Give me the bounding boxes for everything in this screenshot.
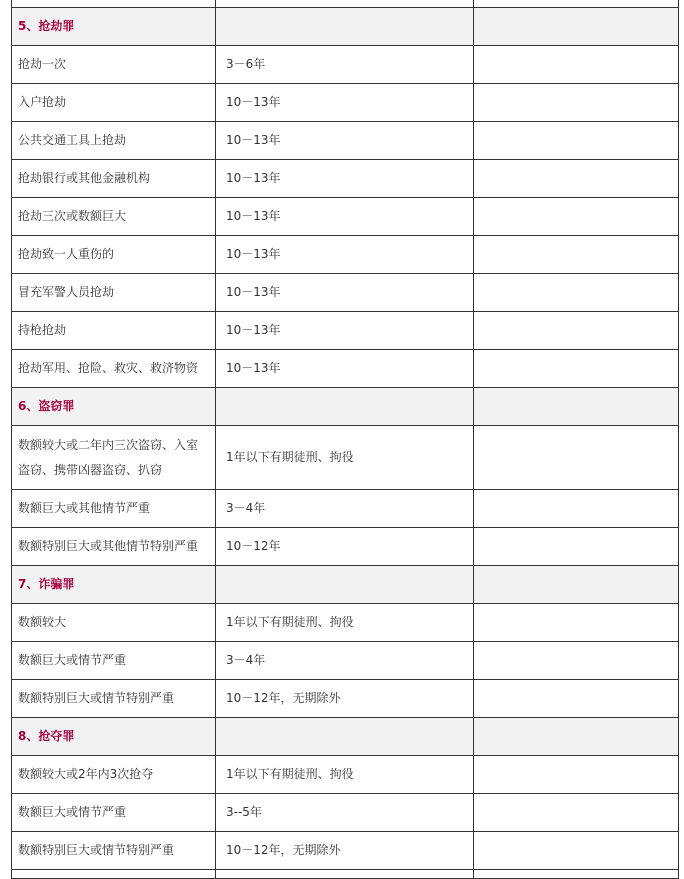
table-row [12, 236, 679, 274]
sentence-cell: 10－13年 [216, 236, 474, 274]
section-title: 7、诈骗罪 [12, 566, 216, 604]
sentencing-table [11, 0, 679, 879]
crime-cell: 持枪抢劫 [12, 312, 216, 350]
table-row [12, 84, 679, 122]
crime-cell: 冒充军警人员抢劫 [12, 274, 216, 312]
table-row-top-edge [12, 0, 679, 8]
sentence-cell: 10－13年 [216, 350, 474, 388]
sentence-cell: 10－13年 [216, 160, 474, 198]
note-cell [474, 274, 679, 312]
note-cell [474, 604, 679, 642]
crime-cell: 抢劫致一人重伤的 [12, 236, 216, 274]
note-cell [474, 160, 679, 198]
sentence-cell: 10－13年 [216, 274, 474, 312]
note-cell [474, 312, 679, 350]
crime-cell: 数额较大或2年内3次抢夺 [12, 756, 216, 794]
sentence-cell: 1年以下有期徒刑、拘役 [216, 604, 474, 642]
crime-cell: 抢劫三次或数额巨大 [12, 198, 216, 236]
section-title: 5、抢劫罪 [12, 8, 216, 46]
note-cell [474, 426, 679, 490]
note-cell [474, 84, 679, 122]
sentence-cell: 10－13年 [216, 312, 474, 350]
section-header-snatching [12, 718, 679, 756]
note-cell [474, 198, 679, 236]
note-cell [474, 528, 679, 566]
crime-cell: 抢劫银行或其他金融机构 [12, 160, 216, 198]
section-header-robbery [12, 8, 679, 46]
crime-cell: 抢劫一次 [12, 46, 216, 84]
note-cell [474, 642, 679, 680]
note-cell [474, 490, 679, 528]
section-title: 8、抢夺罪 [12, 718, 216, 756]
sentence-cell: 3--5年 [216, 794, 474, 832]
sentence-cell: 3－6年 [216, 46, 474, 84]
table-row [12, 604, 679, 642]
note-cell [474, 680, 679, 718]
sentencing-table-container [11, 0, 678, 879]
crime-cell: 数额巨大或情节严重 [12, 794, 216, 832]
sentence-cell: 3－4年 [216, 642, 474, 680]
crime-cell: 抢劫军用、抢险、救灾、救济物资 [12, 350, 216, 388]
sentence-cell: 10－12年，无期除外 [216, 680, 474, 718]
crime-cell: 数额巨大或其他情节严重 [12, 490, 216, 528]
crime-cell: 入户抢劫 [12, 84, 216, 122]
table-row [12, 680, 679, 718]
table-row-bottom-edge [12, 870, 679, 879]
table-row [12, 832, 679, 870]
sentence-cell: 10－12年 [216, 528, 474, 566]
table-row [12, 794, 679, 832]
table-row [12, 756, 679, 794]
table-row [12, 426, 679, 490]
table-row [12, 46, 679, 84]
sentence-cell: 10－13年 [216, 122, 474, 160]
section-header-fraud [12, 566, 679, 604]
sentence-cell: 1年以下有期徒刑、拘役 [216, 756, 474, 794]
section-header-theft [12, 388, 679, 426]
crime-cell: 数额特别巨大或其他情节特别严重 [12, 528, 216, 566]
sentence-cell: 10－13年 [216, 198, 474, 236]
note-cell [474, 46, 679, 84]
crime-cell: 数额特别巨大或情节特别严重 [12, 680, 216, 718]
table-row [12, 312, 679, 350]
table-row [12, 160, 679, 198]
sentence-cell: 10－13年 [216, 84, 474, 122]
note-cell [474, 756, 679, 794]
table-row [12, 350, 679, 388]
note-cell [474, 122, 679, 160]
table-row [12, 642, 679, 680]
section-title: 6、盗窃罪 [12, 388, 216, 426]
sentence-cell: 3－4年 [216, 490, 474, 528]
note-cell [474, 832, 679, 870]
sentence-cell: 10－12年，无期除外 [216, 832, 474, 870]
crime-cell: 数额特别巨大或情节特别严重 [12, 832, 216, 870]
table-row [12, 490, 679, 528]
crime-cell: 数额较大或二年内三次盗窃、入室盗窃、携带凶器盗窃、扒窃 [12, 426, 216, 490]
table-row [12, 274, 679, 312]
note-cell [474, 236, 679, 274]
crime-cell: 数额巨大或情节严重 [12, 642, 216, 680]
crime-cell: 公共交通工具上抢劫 [12, 122, 216, 160]
table-row [12, 122, 679, 160]
crime-cell: 数额较大 [12, 604, 216, 642]
table-row [12, 528, 679, 566]
table-row [12, 198, 679, 236]
note-cell [474, 350, 679, 388]
note-cell [474, 794, 679, 832]
sentence-cell: 1年以下有期徒刑、拘役 [216, 426, 474, 490]
